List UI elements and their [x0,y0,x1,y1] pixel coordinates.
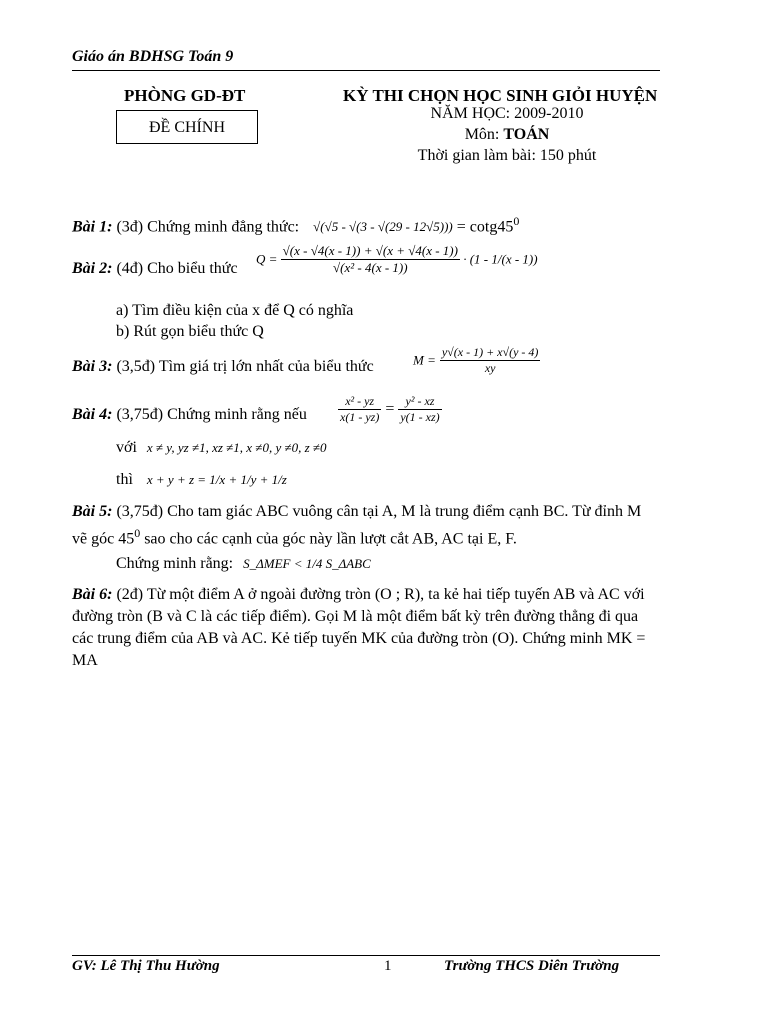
footer-rule [72,955,660,956]
formula-2-fraction [281,243,460,276]
formula-2-den: √(x² - 4(x - 1)) [333,260,408,275]
time-limit: Thời gian làm bài: 150 phút [417,147,597,164]
formula-3-lhs: M = [413,352,436,368]
problem-4 [72,404,307,426]
header-rule [72,70,660,71]
formula-2-num: √(x - √4(x - 1)) + √(x + √4(x - 1)) [282,243,458,258]
problem-1 [72,210,519,238]
problem-5-line2 [72,522,517,550]
problem-2b: b) Rút gọn biểu thức Q [116,323,264,340]
footer-school: Trường THCS Diên Trường [444,958,620,974]
problem-5-sup: 0 [134,526,141,540]
formula-3-num: y√(x - 1) + x√(y - 4) [441,345,539,359]
subject-line [342,126,672,144]
problem-5-prove [116,553,371,575]
problem-6-text1: (2đ) Từ một điểm A ở ngoài đường tròn (O ; R), ta kẻ hai tiếp tuyến AB và AC với [112,586,645,603]
problem-1-text: (3đ) Chứng minh đẳng thức: [112,218,300,236]
school-year: NĂM HỌC: 2009-2010 [430,105,584,122]
formula-4-right [398,394,441,425]
footer-teacher: GV: Lê Thị Thu Hường [72,958,220,974]
problem-2a: a) Tìm điều kiện của x để Q có nghĩa [116,302,354,319]
formula-4-left-den: x(1 - yz) [340,410,380,424]
formula-4-cond: x ≠ y, yz ≠1, xz ≠1, x ≠0, y ≠0, z ≠0 [146,440,327,455]
problem-5-text1: (3,75đ) Cho tam giác ABC vuông cân tại A, M là trung điểm cạnh BC. Từ đỉnh M [112,503,642,520]
formula-2-factor: · (1 - 1/(x - 1)) [463,251,538,267]
problem-2-text: (4đ) Cho biểu thức [112,260,238,277]
problem-4-conclusion [116,469,287,491]
problem-1-sup: 0 [513,214,520,228]
official-stamp: ĐỀ CHÍNH [116,110,258,144]
formula-4-left [338,394,381,425]
page-number: 1 [384,958,392,974]
problem-4-condition [116,437,327,459]
problem-5-prove-text: Chứng minh rằng: [116,555,234,572]
problem-6-label: Bài 6: [72,586,113,603]
formula-1: √(√5 - √(3 - √(29 - 12√5))) [313,219,453,235]
formula-3 [413,345,540,376]
formula-3-fraction [440,345,541,376]
problem-3-text: (3,5đ) Tìm giá trị lớn nhất của biểu thức [112,358,374,375]
problem-5-text2b: sao cho các cạnh của góc này lần lượt cắt AB, AC tại E, F. [140,530,517,548]
problem-6-line4: MA [72,652,98,669]
problem-6-line2: đường tròn (B và C là các tiếp điểm). Gọi M là một điểm bất kỳ trên đường thẳng đi qua [72,608,639,625]
problem-2-label: Bài 2: [72,260,113,277]
problem-6-line3: các trung điểm của AB và AC. Kẻ tiếp tuyến MK của đường tròn (O). Chứng minh MK = [72,630,646,647]
problem-4-label: Bài 4: [72,406,113,423]
subject: TOÁN [503,126,550,143]
exam-title: KỲ THI CHỌN HỌC SINH GIỎI HUYỆN [343,86,658,105]
problem-1-label: Bài 1: [72,218,113,236]
department: PHÒNG GD-ĐT [124,86,246,105]
problem-4-then: thì [116,471,133,488]
formula-4: $\frac{\text{x² - yz}}{x(1 - yz)}$ = $\frac{\text{y² - xz}}{y(1 - xz)}$ [340,394,440,424]
problem-1-rhs: = cotg45 [456,218,514,236]
problem-4-text: (3,75đ) Chứng minh rằng nếu [112,406,307,423]
formula-5: S_ΔMEF < 1/4 S_ΔABC [243,556,371,571]
formula-2 [256,243,538,276]
problem-5-line1 [72,501,712,523]
formula-4-left-num: x² - yz [338,394,381,410]
formula-4-right-den: y(1 - xz) [400,410,440,424]
formula-4-concl: x + y + z = 1/x + 1/y + 1/z [146,472,287,487]
problem-4-with: với [116,439,137,456]
formula-3-den: xy [484,361,496,375]
formula-2-lhs: Q = [256,251,278,267]
header-title: Giáo án BDHSG Toán 9 [72,48,234,65]
formula-4-right-num: y² - xz [398,394,441,410]
problem-3-label: Bài 3: [72,358,113,375]
problem-5-text2a: vẽ góc 45 [72,530,135,548]
problem-6-line1 [72,584,645,606]
subject-prefix: Môn: [464,126,504,143]
problem-5-label: Bài 5: [72,503,113,520]
problem-2 [72,258,238,280]
problem-3 [72,356,374,378]
